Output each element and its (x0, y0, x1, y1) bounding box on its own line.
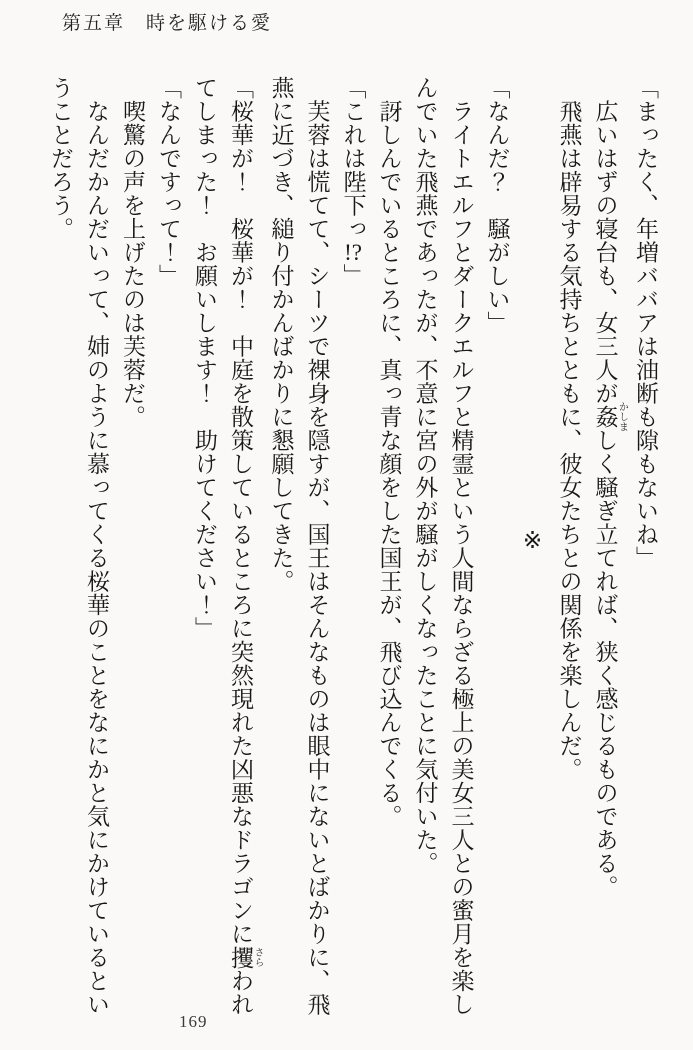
text-block (48, 76, 663, 1016)
page-number: 169 (179, 1012, 208, 1031)
text-line: てしまった！ お願いします！ 助けてください！」 (192, 76, 217, 640)
text-line: 「なんだ？ 騒がしい」 (484, 76, 510, 335)
text-line: んでいた飛燕であったが、不意に宮の外が騒がしくなったことに気付いた。 (412, 76, 438, 875)
section-divider: ※ (520, 527, 546, 555)
text-line: 訝しんでいるところに、真っ青な顔をした国王が、飛び込んでくる。 (376, 76, 402, 828)
text-line: 芙蓉は慌てて、シーツで裸身を隠すが、国王はそんなものは眼中にないとばかりに、飛 (304, 76, 330, 1016)
text-line: ライトエルフとダークエルフと精霊という人間ならざる極上の美女三人との蜜月を楽し (448, 76, 474, 1016)
text-line: 「まったく、年増ババアは油断も隙もないね」 (633, 76, 658, 570)
text-line: 「桜華が！ 桜華が！ 中庭を散策しているところに突然現れた凶悪なドラゴンに攫 さらわれ (228, 76, 263, 1016)
text-line: 飛燕は辟易する気持ちとともに、彼女たちとの関係を楽しんだ。 (556, 76, 582, 781)
text-line: 燕に近づき、縋り付かんばかりに懇願してきた。 (268, 76, 294, 593)
chapter-header: 第五章 時を駆ける愛 (62, 13, 273, 34)
text-line: 「これは陛下っ!?」 (340, 76, 366, 287)
text-line: 広いはずの寝台も、女三人が姦 かしましく騒ぎ立てれば、狭く感じるものである。 (592, 76, 628, 899)
text-line: なんだかんだいって、姉のように慕ってくる桜華のことをなにかと気にかけているとい (84, 76, 109, 1016)
text-line: うことだろう。 (48, 76, 73, 241)
text-line: 喫驚の声を上げたのは芙蓉だ。 (120, 76, 145, 429)
text-line: 「なんですって！」 (156, 76, 181, 288)
